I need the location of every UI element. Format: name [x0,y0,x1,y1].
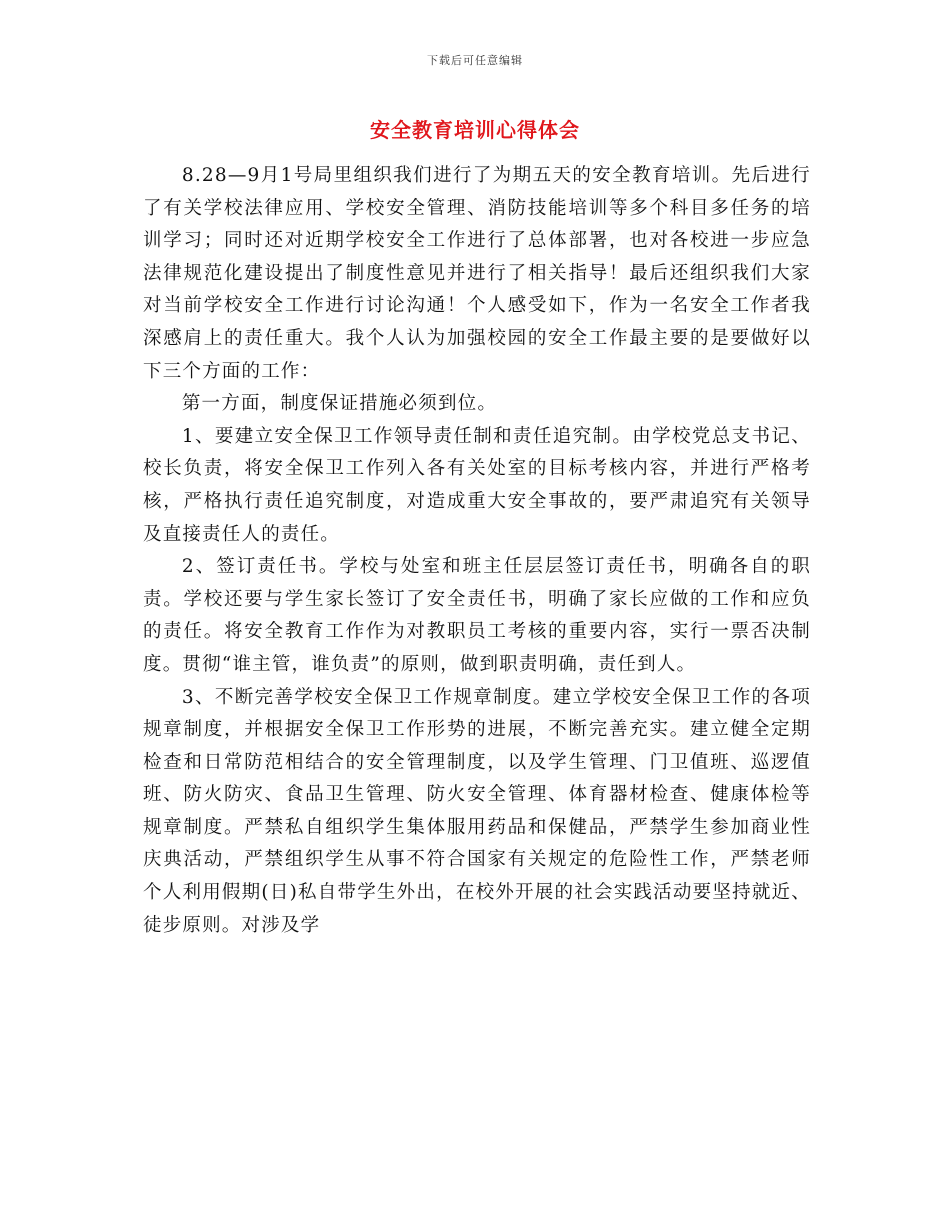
document-title: 安全教育培训心得体会 [370,118,580,142]
paragraph-item-1: 1、要建立安全保卫工作领导责任制和责任追究制。由学校党总支书记、校长负责，将安全保卫工作列入各有关处室的目标考核内容，并进行严格考核，严格执行责任追究制度，对造成重大安全事故的，要严肃追究有关领导及直接责任人的责任。 [143,425,811,545]
page-header-note: 下载后可任意编辑 [427,54,523,67]
paragraph-item-2: 2、签订责任书。学校与处室和班主任层层签订责任书，明确各自的职责。学校还要与学生家长签订了安全责任书，明确了家长应做的工作和应负的责任。将安全教育工作作为对教职员工考核的重要内容，实行一票否决制度。贯彻“谁主管，谁负责”的原则，做到职责明确，责任到人。 [143,556,811,675]
paragraph-intro: 8.28—9月1号局里组织我们进行了为期五天的安全教育培训。先后进行了有关学校法律应用、学校安全管理、消防技能培训等多个科目多任务的培训学习；同时还对近期学校安全工作进行了总体部署，也对各校进一步应急法律规范化建设提出了制度性意见并进行了相关指导！最后还组织我们大家对当前学校安全工作进行讨论沟通！个人感受如下，作为一名安全工作者我深感肩上的责任重大。我个人认为加强校园的安全工作最主要的是要做好以下三个方面的工作： [143,165,811,382]
document-body [143,160,811,942]
paragraph-section-one: 第一方面，制度保证措施必须到位。 [181,393,498,415]
paragraph-item-3: 3、不断完善学校安全保卫工作规章制度。建立学校安全保卫工作的各项规章制度，并根据安全保卫工作形势的进展，不断完善充实。建立健全定期检查和日常防范相结合的安全管理制度，以及学生管理、门卫值班、巡逻值班、防火防灾、食品卫生管理、防火安全管理、体育器材检查、健康体检等规章制度。严禁私自组织学生集体服用药品和保健品，严禁学生参加商业性庆典活动，严禁组织学生从事不符合国家有关规定的危险性工作，严禁老师个人利用假期(日)私自带学生外出，在校外开展的社会实践活动要坚持就近、徒步原则。对涉及学 [143,686,811,936]
